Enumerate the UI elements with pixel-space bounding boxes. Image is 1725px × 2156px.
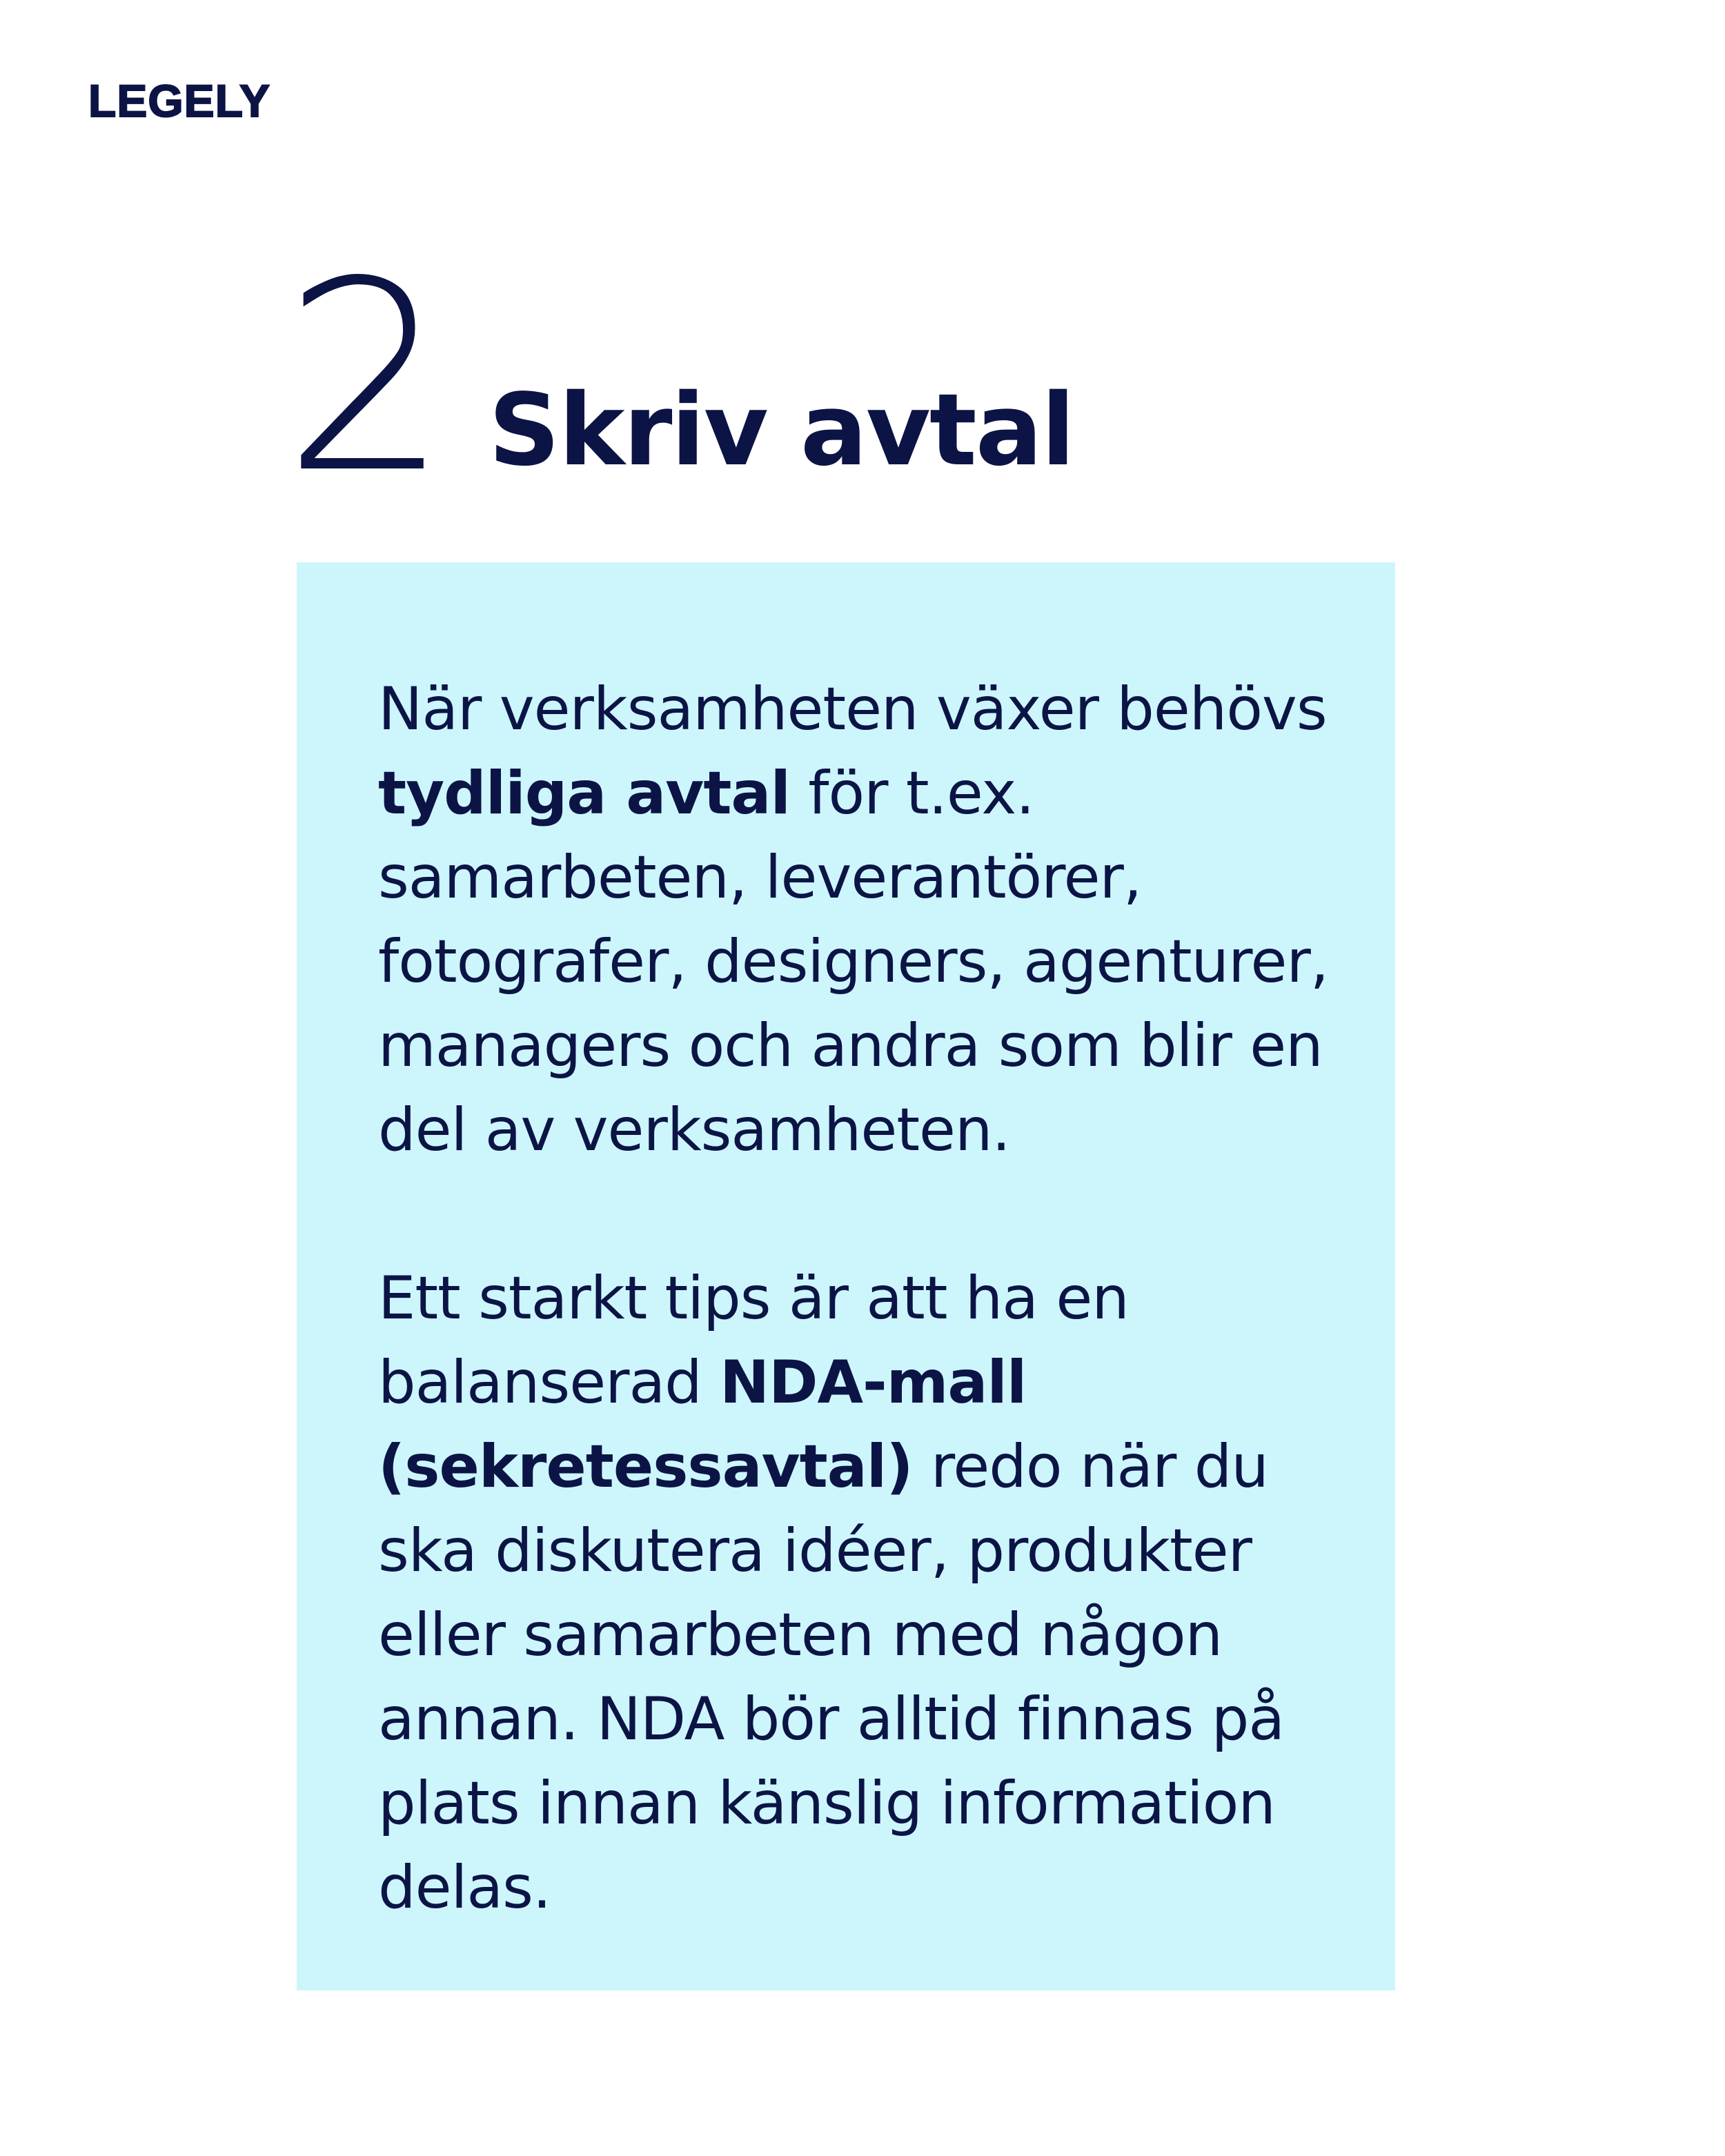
text-line: Ett starkt tips är att ha en [378,1264,1129,1333]
text-line: fotografer, designers, agenturer, [378,927,1329,996]
highlight-confidentiality-agreement: (sekretessavtal) [378,1432,913,1501]
text-line: balanserad [378,1348,720,1417]
text-line: ska diskutera idéer, produkter [378,1516,1252,1585]
brand-logo: LEGELY [88,75,270,126]
text-line: för t.ex. [789,759,1034,828]
text-line: del av verksamheten. [378,1096,1010,1165]
text-line: managers och andra som blir en [378,1011,1323,1080]
card-body [378,667,1358,1930]
text-line: delas. [378,1853,551,1922]
highlight-clear-agreements: tydliga avtal [378,759,790,828]
paragraph-nda-tip [378,1256,1358,1930]
text-line: annan. NDA bör alltid finnas på [378,1685,1285,1754]
text-line: redo när du [912,1432,1268,1501]
text-line: plats innan känslig information [378,1769,1275,1838]
paragraph-agreements [378,667,1358,1172]
text-line: eller samarbeten med någon [378,1601,1223,1670]
info-card [297,562,1395,1990]
text-line: När verksamheten växer behövs [378,675,1327,744]
highlight-nda-template: NDA-mall [720,1348,1027,1417]
step-number: 2 [283,225,450,531]
step-title: Skriv avtal [489,372,1074,488]
text-line: samarbeten, leverantörer, [378,843,1142,912]
